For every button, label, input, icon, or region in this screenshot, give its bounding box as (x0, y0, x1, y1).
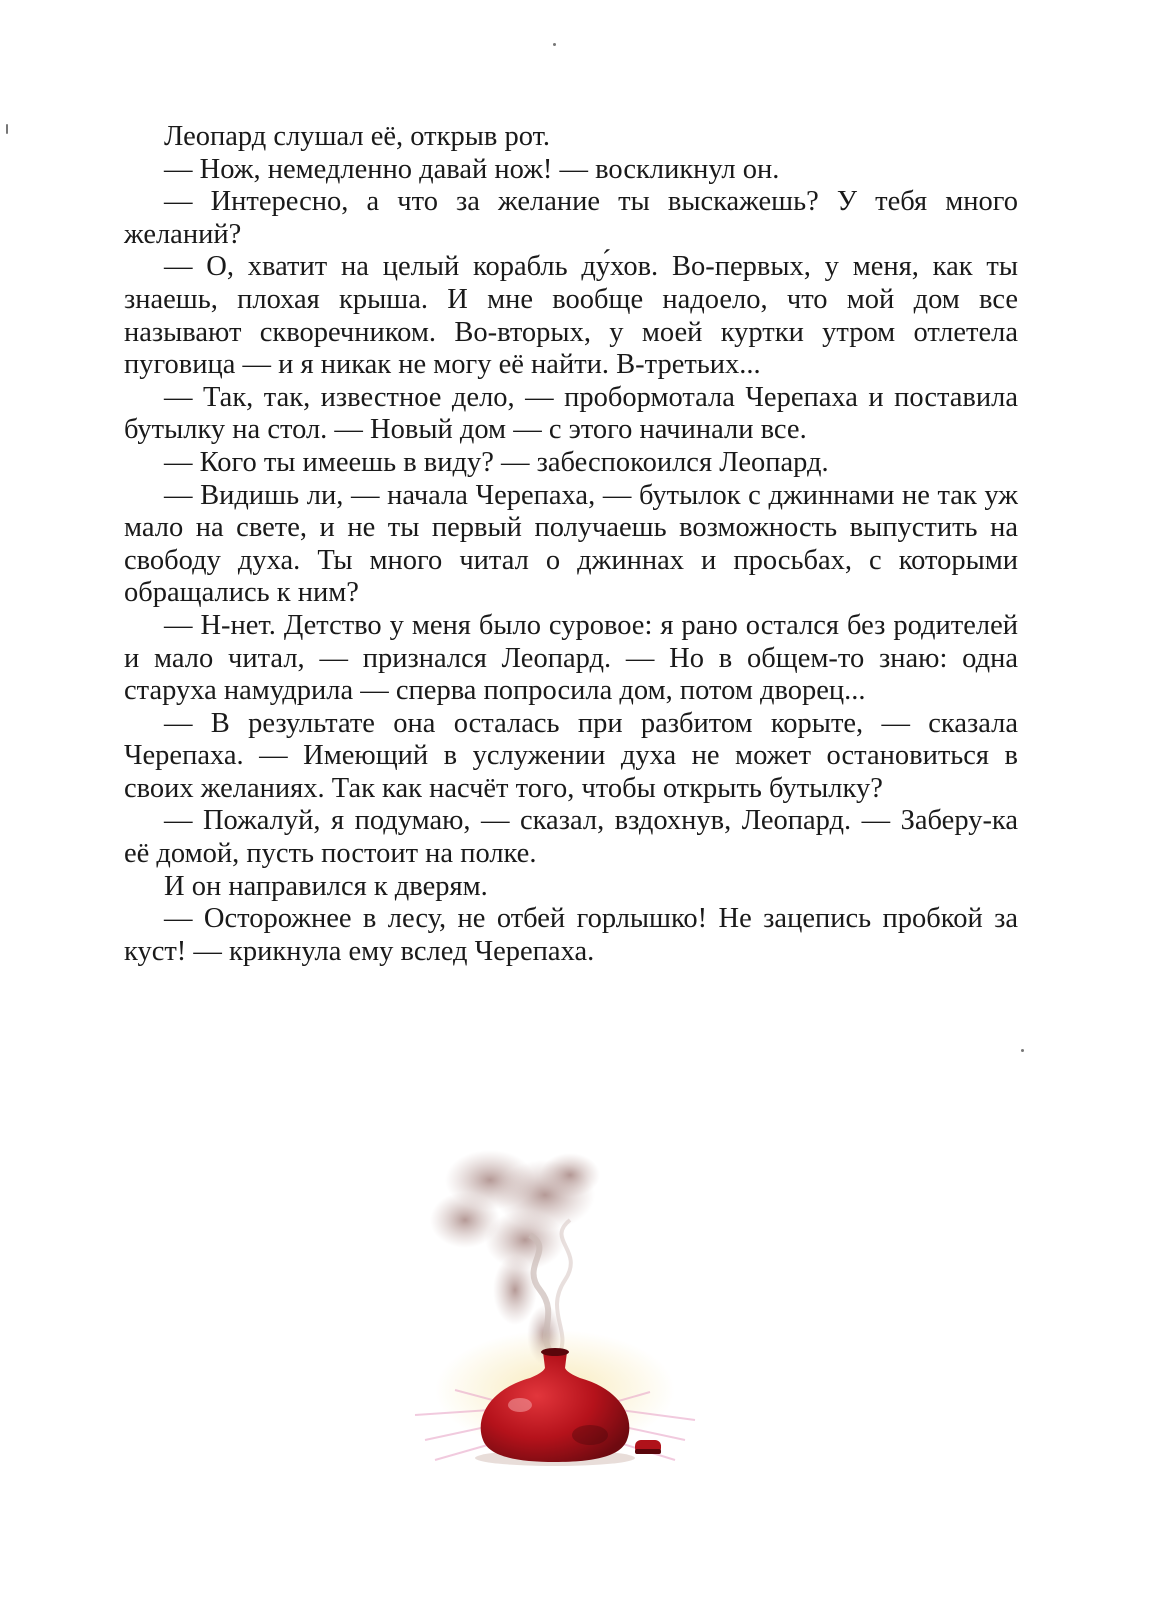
paragraph: — Так, так, известное дело, — пробормотала Черепаха и поставила бутылку на стол. — Новый дом — с этого начинали все. (124, 381, 1018, 446)
paragraph: — Интересно, а что за желание ты выскажешь? У тебя много желаний? (124, 186, 1018, 250)
paragraph: Леопард слушал её, открыв рот. (164, 121, 551, 152)
bottle-illustration (395, 1140, 715, 1490)
page-speck (6, 124, 8, 134)
paragraph: — Кого ты имеешь в виду? — забеспокоился Леопард. (164, 446, 829, 478)
story-text (124, 121, 1018, 968)
paragraph: — Осторожнее в лесу, не отбей горлышко! Не зацепись пробкой за куст! — крикнула ему вслед Черепаха. (124, 903, 1018, 967)
paragraph: — В результате она осталась при разбитом корыте, — сказала Черепаха. — Имеющий в услужении духа не может остановиться в своих желаниях. Так как насчёт того, чтобы открыть бутылку? (124, 707, 1018, 804)
paragraph: — Нож, немедленно давай нож! — воскликнул он. (164, 153, 780, 185)
paragraph: — Видишь ли, — начала Черепаха, — бутылок с джиннами не так уж мало на свете, и не ты первый получаешь возможность выпустить на свободу духа. Ты много читал о джиннах и просьбах, с которыми обращались к ним? (124, 479, 1018, 609)
bottle-illustration-svg (395, 1140, 715, 1490)
paragraph: — Н-нет. Детство у меня было суровое: я рано остался без родителей и мало читал, — признался Леопард. — Но в общем-то знаю: одна старуха намудрила — сперва попросила дом, потом дворец... (124, 609, 1018, 707)
page-speck (553, 43, 556, 46)
paragraph: — Пожалуй, я подумаю, — сказал, вздохнув, Леопард. — Заберу-ка её домой, пусть постоит на полке. (124, 805, 1018, 870)
page-speck (1021, 1049, 1024, 1052)
cork (635, 1440, 661, 1454)
paragraph: — О, хватит на целый корабль ду́хов. Во-первых, у меня, как ты знаешь, плохая крыша. И мне вообще надоело, что мой дом все называют скворечником. Во-вторых, у моей куртки утром отлетела пуговица — и я никак не могу её найти. В-третьих... (124, 251, 1018, 381)
paragraph: И он направился к дверям. (164, 870, 488, 902)
